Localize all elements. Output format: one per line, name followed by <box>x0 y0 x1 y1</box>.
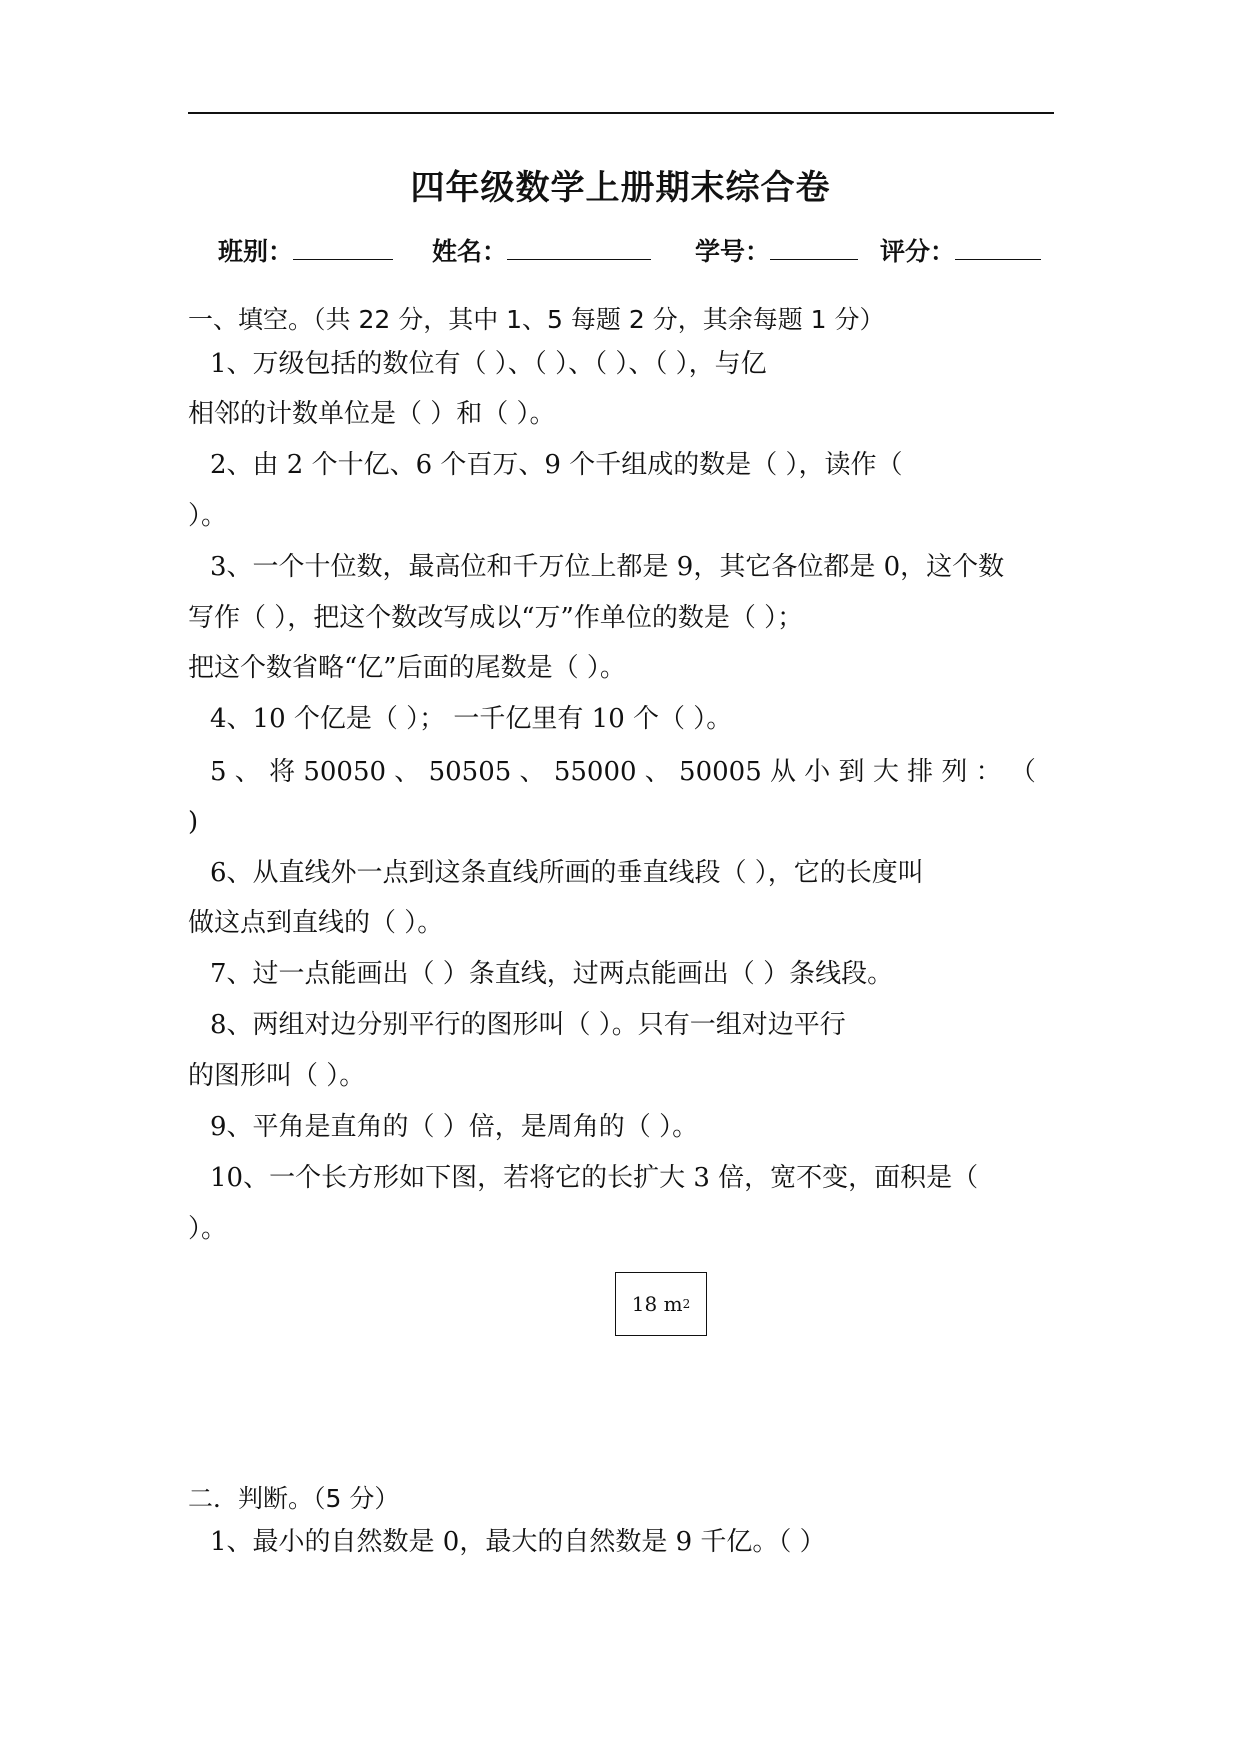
class-blank[interactable] <box>293 235 393 260</box>
s1-line-4: ）。 <box>188 501 228 531</box>
figure-exponent: 2 <box>682 1297 691 1311</box>
s1-line-12: 做这点到直线的（ ）。 <box>188 908 444 938</box>
name-label: 姓名： <box>432 237 508 266</box>
score-field <box>880 232 1041 268</box>
s1-line-1: 1、万级包括的数位有（ ）、（ ）、（ ）、（ ），与亿 <box>210 349 767 379</box>
class-label: 班别： <box>218 237 294 266</box>
s1-line-5: 3、一个十位数，最高位和千万位上都是 9，其它各位都是 0，这个数 <box>210 552 1005 582</box>
s1-line-14: 8、两组对边分别平行的图形叫（ ）。只有一组对边平行 <box>210 1010 846 1040</box>
class-field <box>218 232 393 268</box>
s1-line-10: ) <box>188 807 199 837</box>
number-label: 学号： <box>695 237 771 266</box>
s1-line-8: 4、10 个亿是（ ）； 一千亿里有 10 个（ ）。 <box>210 704 733 734</box>
s2-line-1: 1、最小的自然数是 0，最大的自然数是 9 千亿。（ ） <box>210 1527 826 1557</box>
header-rule <box>188 112 1054 114</box>
page-title: 四年级数学上册期末综合卷 <box>410 168 831 208</box>
s1-line-2: 相邻的计数单位是（ ）和（ ）。 <box>188 399 556 429</box>
s1-line-6: 写作（ ），把这个数改写成以“万”作单位的数是（ ）； <box>188 603 804 633</box>
name-blank[interactable] <box>507 235 651 260</box>
score-blank[interactable] <box>955 235 1041 260</box>
s1-line-16: 9、平角是直角的（ ）倍，是周角的（ ）。 <box>210 1112 699 1142</box>
number-field <box>695 232 858 268</box>
figure-value: 18 m <box>631 1292 683 1316</box>
s1-line-7: 把这个数省略“亿”后面的尾数是（ ）。 <box>188 653 626 683</box>
s1-line-9: 5 、 将 50050 、 50505 、 55000 、 50005 从 小 到 大 排 列 ： （ <box>210 757 1036 787</box>
number-blank[interactable] <box>770 235 858 260</box>
s1-line-18: ）。 <box>188 1214 228 1244</box>
s1-line-15: 的图形叫（ ）。 <box>188 1061 366 1091</box>
section2-heading: 二．判断。（5 分） <box>188 1484 400 1513</box>
section1-heading: 一、填空。（共 22 分，其中 1、5 每题 2 分，其余每题 1 分） <box>188 305 885 334</box>
rectangle-figure <box>615 1272 707 1336</box>
s1-line-17: 10、一个长方形如下图，若将它的长扩大 3 倍，宽不变，面积是（ <box>210 1163 979 1193</box>
s1-line-3: 2、由 2 个十亿、6 个百万、9 个千组成的数是（ ），读作（ <box>210 450 903 480</box>
score-label: 评分： <box>880 237 956 266</box>
s1-line-11: 6、从直线外一点到这条直线所画的垂直线段（ ），它的长度叫 <box>210 858 924 888</box>
s1-line-13: 7、过一点能画出（ ）条直线，过两点能画出（ ）条线段。 <box>210 959 894 989</box>
name-field <box>432 232 651 268</box>
